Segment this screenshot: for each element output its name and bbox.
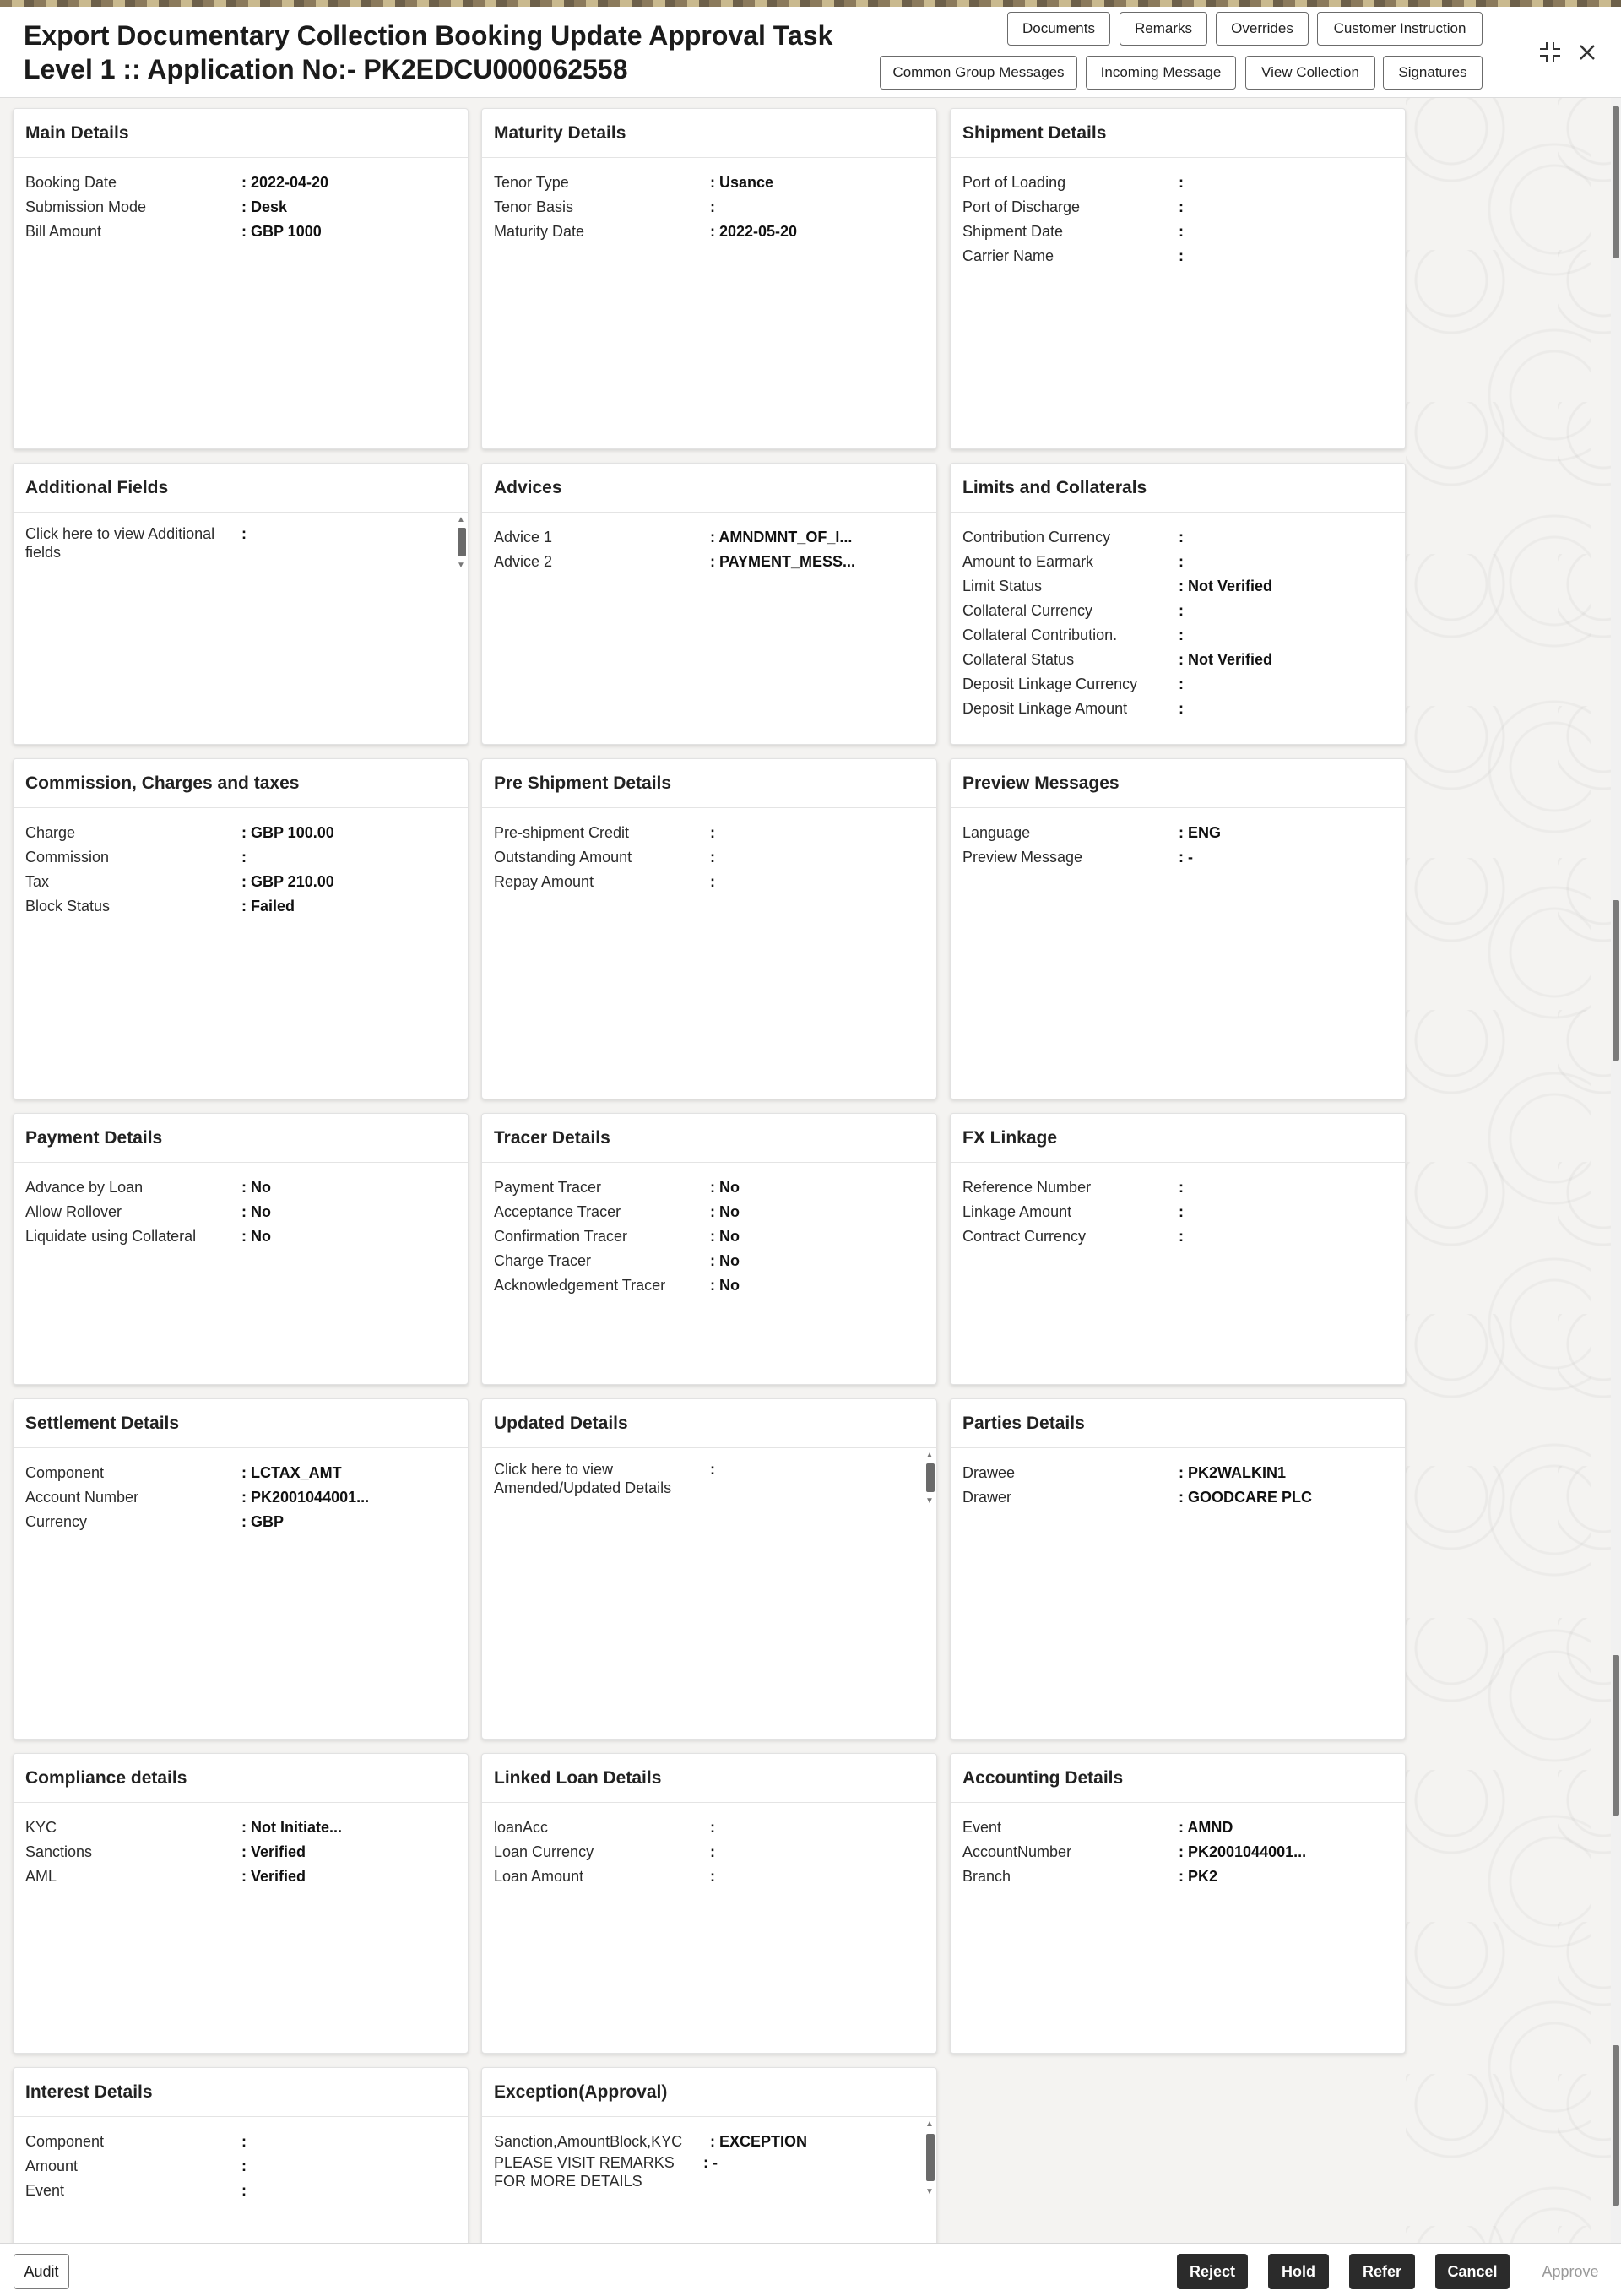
card-pre-shipment-details: [481, 758, 937, 1099]
card-main-details: [13, 108, 469, 449]
customer-instruction-button[interactable]: Customer Instruction: [1317, 12, 1483, 46]
field-label: Event: [962, 1818, 1002, 1836]
card-exception-approval: [481, 2067, 937, 2243]
field-label: Deposit Linkage Amount: [962, 699, 1128, 717]
field-label: Block Status: [25, 897, 111, 915]
field-value: : ENG: [1179, 823, 1222, 841]
field-value: : GBP 1000: [241, 222, 322, 240]
card-interest-details: [13, 2067, 469, 2243]
field-label: Sanction,AmountBlock,KYC: [494, 2132, 683, 2150]
page-scrollbar[interactable]: [1611, 98, 1621, 2243]
field-label: Acknowledgement Tracer: [494, 1276, 666, 1294]
field-label: Contract Currency: [962, 1227, 1087, 1245]
hold-button[interactable]: Hold: [1268, 2254, 1329, 2289]
top-banner-strip: [0, 0, 1621, 7]
field-value: : Usance: [710, 173, 774, 191]
field-value: :: [710, 872, 715, 890]
field-value: : No: [241, 1202, 271, 1220]
refer-button[interactable]: Refer: [1349, 2254, 1415, 2289]
scrollbar-thumb[interactable]: [1613, 106, 1619, 258]
card-title: Pre Shipment Details: [482, 759, 936, 808]
card-title: Advices: [482, 464, 936, 513]
field-value: : -: [703, 2154, 718, 2171]
field-label: Charge Tracer: [494, 1251, 592, 1269]
remarks-button[interactable]: Remarks: [1120, 12, 1207, 46]
card-title: FX Linkage: [951, 1114, 1405, 1163]
field-label: Contribution Currency: [962, 528, 1111, 546]
card-commission-charges-taxes: [13, 758, 469, 1099]
field-value: :: [1179, 222, 1184, 240]
scrollbar-thumb[interactable]: [1613, 2045, 1619, 2206]
field-label: Account Number: [25, 1488, 139, 1506]
signatures-button[interactable]: Signatures: [1383, 56, 1483, 90]
field-value: : GBP 100.00: [241, 823, 334, 841]
field-value: :: [241, 848, 247, 866]
field-label: Tenor Type: [494, 173, 569, 191]
field-label: Component: [25, 1463, 105, 1481]
field-label: Collateral Status: [962, 650, 1075, 668]
field-label: AML: [25, 1867, 57, 1885]
field-value: :: [710, 1867, 715, 1885]
field-label: Liquidate using Collateral: [25, 1227, 197, 1245]
field-label: Acceptance Tracer: [494, 1202, 621, 1220]
field-label: Booking Date: [25, 173, 117, 191]
field-value: :: [1179, 699, 1184, 717]
card-limits-collaterals: [950, 463, 1406, 745]
field-value: :: [1179, 528, 1184, 546]
field-label: Tenor Basis: [494, 198, 574, 215]
field-value: : 2022-04-20: [241, 173, 329, 191]
field-label: Reference Number: [962, 1178, 1092, 1196]
field-value: : Desk: [241, 198, 288, 215]
field-value: :: [241, 2157, 247, 2174]
field-value: :: [1179, 1202, 1184, 1220]
field-value: : PK2001044001...: [241, 1488, 370, 1506]
field-label: Sanctions: [25, 1843, 93, 1860]
field-value: :: [1179, 601, 1184, 619]
card-title: Accounting Details: [951, 1754, 1405, 1803]
common-group-messages-button[interactable]: Common Group Messages: [880, 56, 1077, 90]
field-label: Tax: [25, 872, 50, 890]
field-label: Drawee: [962, 1463, 1016, 1481]
field-value: : AMND: [1179, 1818, 1233, 1836]
field-value: :: [1179, 1178, 1184, 1196]
field-value: :: [241, 525, 247, 542]
field-label: Collateral Currency: [962, 601, 1093, 619]
scrollbar-thumb[interactable]: [1613, 900, 1619, 1061]
field-label: Branch: [962, 1867, 1011, 1885]
field-label: Maturity Date: [494, 222, 585, 240]
close-icon[interactable]: [1572, 37, 1602, 68]
card-maturity-details: [481, 108, 937, 449]
audit-button[interactable]: Audit: [14, 2254, 69, 2289]
field-label: Linkage Amount: [962, 1202, 1072, 1220]
field-value: :: [710, 1843, 715, 1860]
view-collection-button[interactable]: View Collection: [1245, 56, 1375, 90]
card-linked-loan-details: [481, 1753, 937, 2054]
field-value: : AMNDMNT_OF_I...: [710, 528, 853, 546]
field-label: Payment Tracer: [494, 1178, 602, 1196]
card-title: Limits and Collaterals: [951, 464, 1405, 513]
card-compliance-details: [13, 1753, 469, 2054]
field-value: :: [710, 1461, 715, 1478]
field-value: : No: [241, 1178, 271, 1196]
card-tracer-details: [481, 1113, 937, 1385]
field-value: : No: [710, 1178, 740, 1196]
field-value: : GBP 210.00: [241, 872, 334, 890]
card-updated-details: [481, 1398, 937, 1740]
card-title: Payment Details: [14, 1114, 468, 1163]
field-label: Loan Currency: [494, 1843, 594, 1860]
card-title: Compliance details: [14, 1754, 468, 1803]
reject-button[interactable]: Reject: [1177, 2254, 1248, 2289]
cancel-button[interactable]: Cancel: [1435, 2254, 1510, 2289]
field-value: : PK2: [1179, 1867, 1218, 1885]
field-label: Charge: [25, 823, 76, 841]
field-value: :: [1179, 552, 1184, 570]
field-value: : No: [710, 1227, 740, 1245]
card-payment-details: [13, 1113, 469, 1385]
field-label: Shipment Date: [962, 222, 1064, 240]
card-additional-fields: [13, 463, 469, 745]
field-value: : Verified: [241, 1867, 306, 1885]
field-value: : Failed: [241, 897, 295, 915]
field-value: :: [241, 2181, 247, 2199]
card-title: Commission, Charges and taxes: [14, 759, 468, 808]
field-value: :: [1179, 1227, 1184, 1245]
additional-fields-link[interactable]: Click here to view Additional fields: [25, 525, 215, 561]
field-label: Advice 1: [494, 528, 553, 546]
field-label: Confirmation Tracer: [494, 1227, 628, 1245]
approve-button: Approve: [1530, 2254, 1611, 2289]
field-value: :: [1179, 675, 1184, 692]
field-label: Bill Amount: [25, 222, 102, 240]
field-label: Deposit Linkage Currency: [962, 675, 1138, 692]
card-scrollbar[interactable]: ▲ ▼: [925, 2120, 934, 2196]
field-value: : GOODCARE PLC: [1179, 1488, 1313, 1506]
field-value: : No: [710, 1202, 740, 1220]
field-label: Advance by Loan: [25, 1178, 144, 1196]
field-value: : EXCEPTION: [710, 2132, 808, 2150]
field-value: :: [710, 198, 715, 215]
field-value: :: [710, 823, 715, 841]
card-scrollbar[interactable]: ▲ ▼: [925, 1451, 934, 1506]
overrides-button[interactable]: Overrides: [1216, 12, 1309, 46]
card-shipment-details: [950, 108, 1406, 449]
field-label: Outstanding Amount: [494, 848, 632, 866]
field-value: :: [1179, 198, 1184, 215]
scrollbar-thumb[interactable]: [1613, 1655, 1619, 1816]
card-fx-linkage: [950, 1113, 1406, 1385]
field-label: Port of Loading: [962, 173, 1066, 191]
field-value: : GBP: [241, 1512, 285, 1530]
field-value: :: [710, 1818, 715, 1836]
page-title: Export Documentary Collection Booking Update Approval Task: [24, 20, 833, 51]
field-value: : Not Verified: [1179, 577, 1273, 594]
field-label: Advice 2: [494, 552, 553, 570]
field-value: :: [1179, 247, 1184, 264]
field-value: : -: [1179, 848, 1193, 866]
field-value: : LCTAX_AMT: [241, 1463, 342, 1481]
field-label: Collateral Contribution.: [962, 626, 1118, 643]
updated-details-link[interactable]: Click here to view Amended/Updated Details: [494, 1461, 672, 1496]
field-value: :: [1179, 626, 1184, 643]
card-advices: [481, 463, 937, 745]
field-value: : PK2001044001...: [1179, 1843, 1307, 1860]
card-title: Preview Messages: [951, 759, 1405, 808]
card-title: Parties Details: [951, 1399, 1405, 1448]
field-label: loanAcc: [494, 1818, 549, 1836]
field-label: KYC: [25, 1818, 57, 1836]
card-title: Shipment Details: [951, 109, 1405, 158]
incoming-message-button[interactable]: Incoming Message: [1086, 56, 1236, 90]
field-value: : Verified: [241, 1843, 306, 1860]
field-value: : No: [241, 1227, 271, 1245]
field-label: Loan Amount: [494, 1867, 584, 1885]
card-scrollbar[interactable]: ▲ ▼: [457, 515, 465, 570]
field-value: : PK2WALKIN1: [1179, 1463, 1287, 1481]
collapse-icon[interactable]: [1535, 37, 1565, 68]
card-title: Maturity Details: [482, 109, 936, 158]
field-label: Preview Message: [962, 848, 1083, 866]
application-number: Level 1 :: Application No:- PK2EDCU000062558: [24, 54, 628, 84]
field-label: Limit Status: [962, 577, 1043, 594]
field-label: Language: [962, 823, 1031, 841]
field-value: : Not Verified: [1179, 650, 1273, 668]
page-header: [0, 7, 1621, 98]
card-title: Main Details: [14, 109, 468, 158]
details-grid: [0, 98, 1621, 2243]
field-label: Port of Discharge: [962, 198, 1081, 215]
field-value: : No: [710, 1251, 740, 1269]
card-title: Exception(Approval): [482, 2068, 936, 2117]
field-label: PLEASE VISIT REMARKS FOR MORE DETAILS: [494, 2154, 675, 2190]
card-title: Tracer Details: [482, 1114, 936, 1163]
field-label: Commission: [25, 848, 110, 866]
card-title: Interest Details: [14, 2068, 468, 2117]
field-value: :: [710, 848, 715, 866]
card-title: Settlement Details: [14, 1399, 468, 1448]
card-settlement-details: [13, 1398, 469, 1740]
field-value: : Not Initiate...: [241, 1818, 342, 1836]
field-value: :: [241, 2132, 247, 2150]
card-title: Updated Details: [482, 1399, 936, 1448]
card-title: Linked Loan Details: [482, 1754, 936, 1803]
card-parties-details: [950, 1398, 1406, 1740]
field-label: Amount to Earmark: [962, 552, 1094, 570]
field-label: Repay Amount: [494, 872, 594, 890]
field-label: Carrier Name: [962, 247, 1054, 264]
field-value: : No: [710, 1276, 740, 1294]
field-label: Drawer: [962, 1488, 1012, 1506]
field-label: Submission Mode: [25, 198, 147, 215]
field-label: Currency: [25, 1512, 88, 1530]
field-label: Event: [25, 2181, 65, 2199]
field-value: : PAYMENT_MESS...: [710, 552, 856, 570]
field-label: AccountNumber: [962, 1843, 1072, 1860]
field-label: Component: [25, 2132, 105, 2150]
field-value: : 2022-05-20: [710, 222, 798, 240]
field-value: :: [1179, 173, 1184, 191]
background-pattern: [1406, 98, 1617, 2243]
card-preview-messages: [950, 758, 1406, 1099]
field-label: Pre-shipment Credit: [494, 823, 630, 841]
action-footer: [0, 2243, 1621, 2296]
field-label: Amount: [25, 2157, 79, 2174]
card-title: Additional Fields: [14, 464, 468, 513]
field-label: Allow Rollover: [25, 1202, 122, 1220]
card-accounting-details: [950, 1753, 1406, 2054]
documents-button[interactable]: Documents: [1007, 12, 1110, 46]
